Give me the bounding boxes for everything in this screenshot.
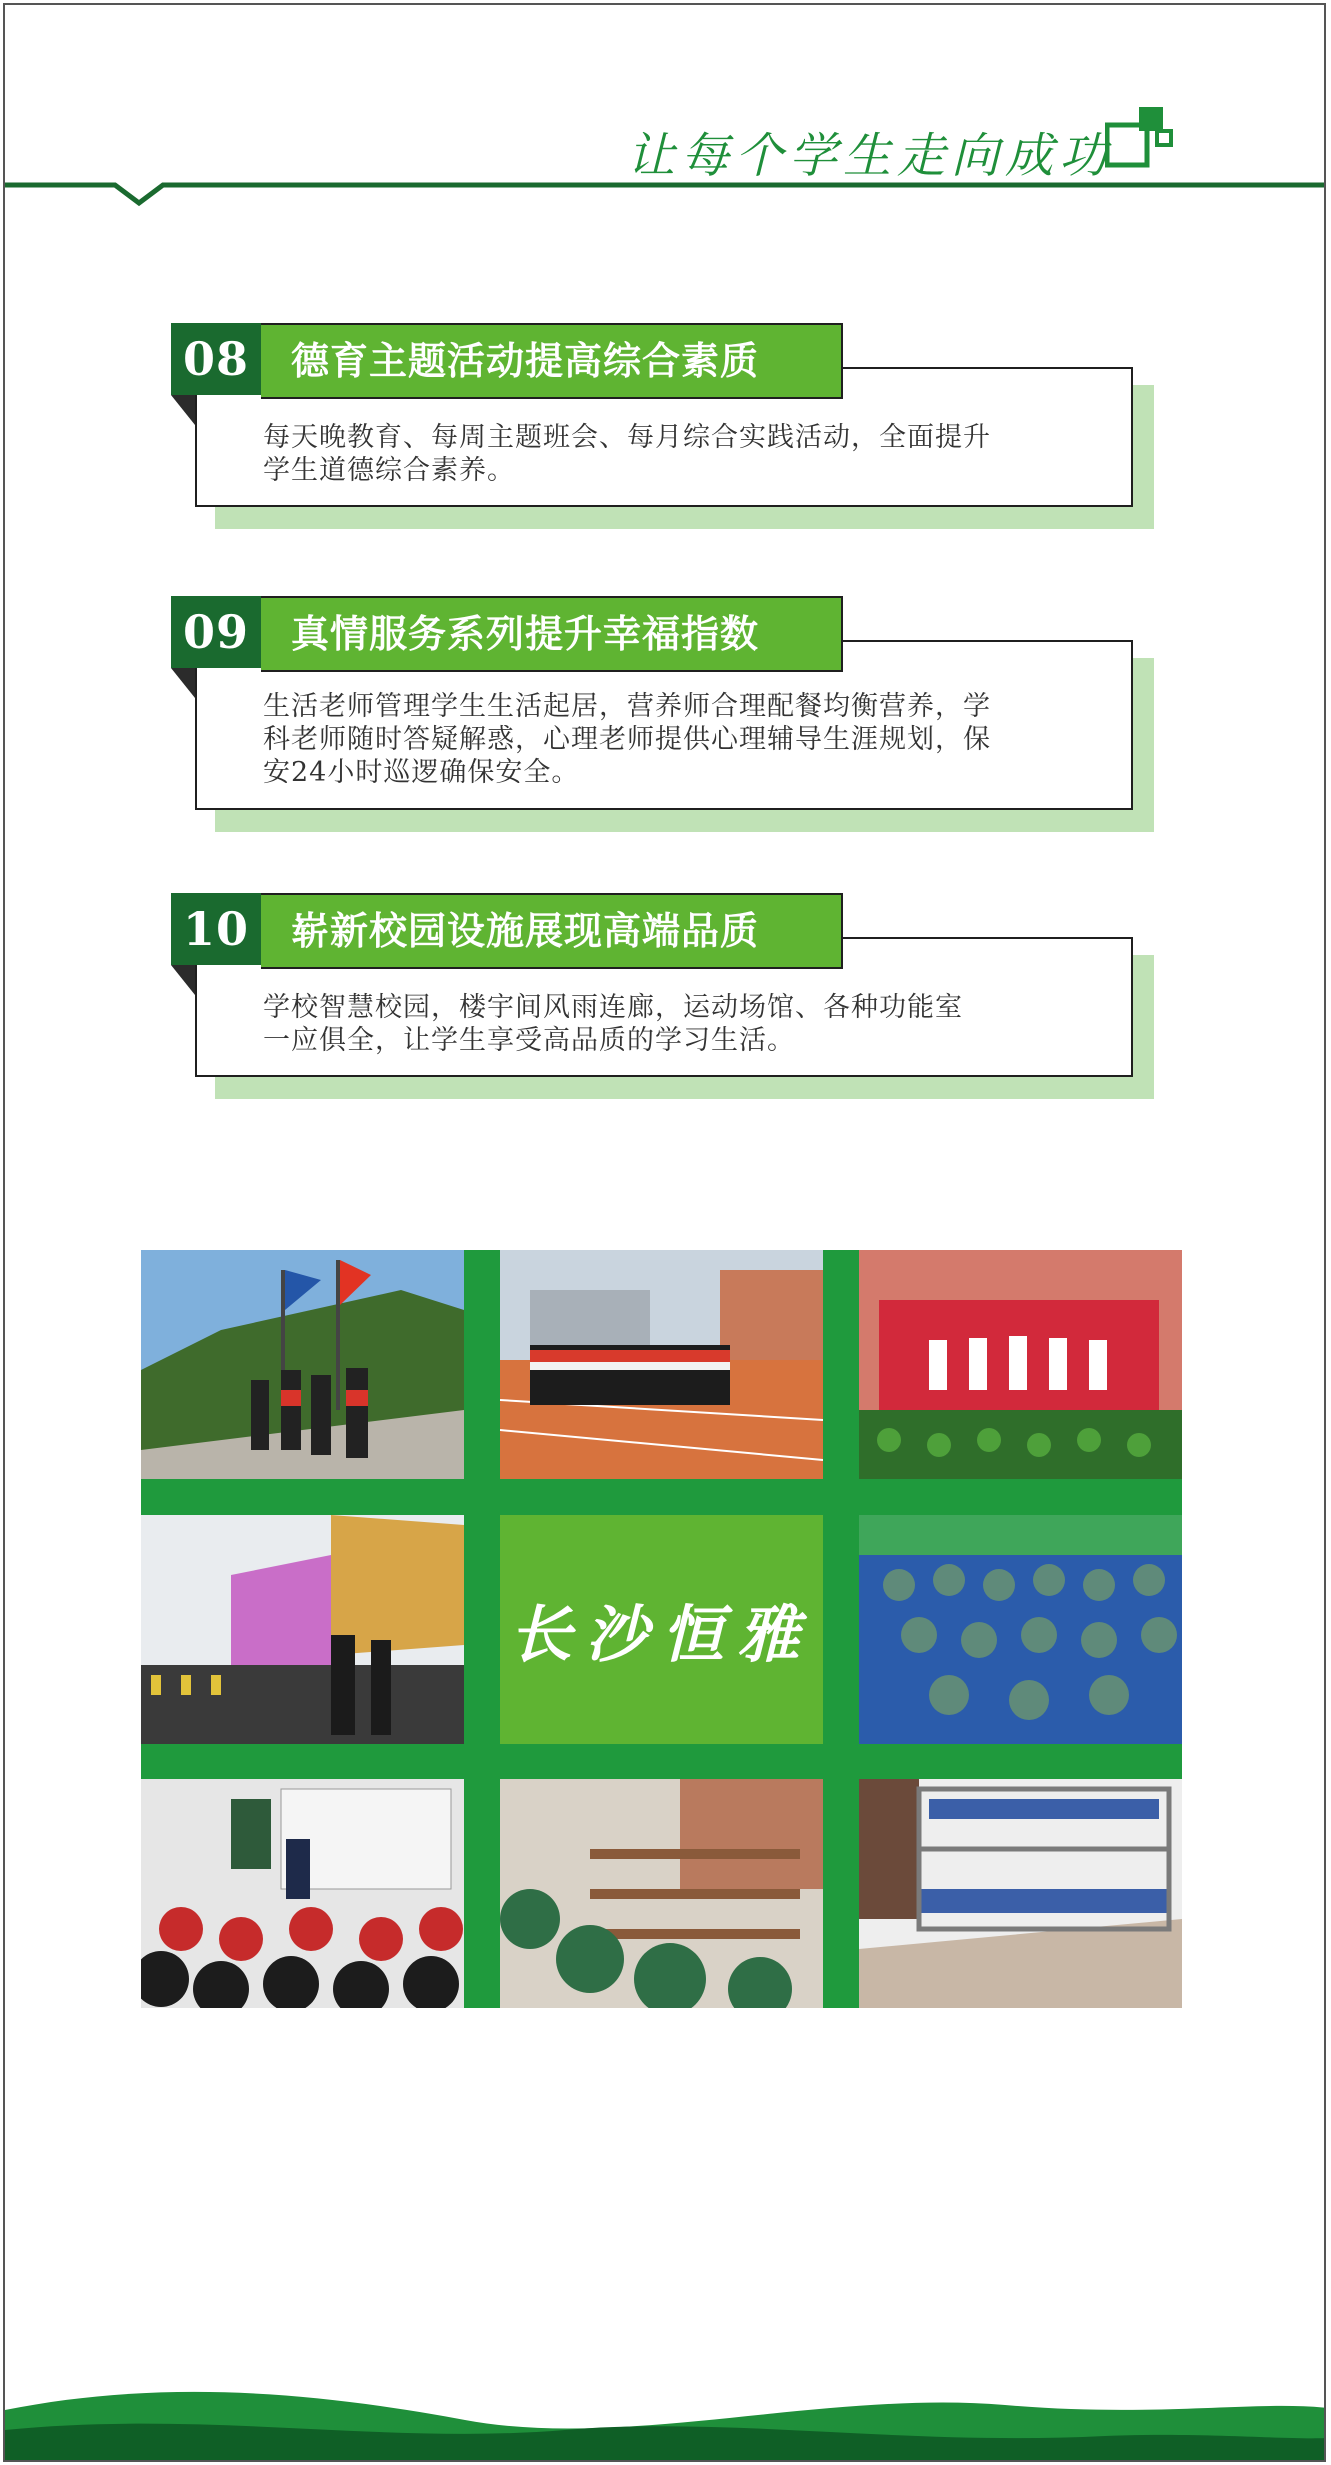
description-line: 学生道德综合素养。 xyxy=(263,455,515,486)
stage-ceremony-photo xyxy=(859,1250,1182,1479)
description-line: 安24小时巡逻确保安全。 xyxy=(263,757,580,788)
squares-logo-icon xyxy=(1105,103,1175,175)
page-frame xyxy=(3,3,1326,2462)
dormitory-bunk-beds-photo xyxy=(859,1779,1182,2008)
feature-number: 08 xyxy=(171,323,261,395)
card-fold xyxy=(171,395,195,425)
feature-number: 09 xyxy=(171,596,261,668)
photo-grid xyxy=(141,1250,1182,2008)
feature-title: 崭新校园设施展现高端品质 xyxy=(261,893,843,969)
feature-title: 真情服务系列提升幸福指数 xyxy=(261,596,843,672)
military-training-photo xyxy=(859,1515,1182,1744)
card-fold xyxy=(171,965,195,995)
feature-card-10 xyxy=(171,893,1154,1103)
description-line: 生活老师管理学生生活起居，营养师合理配餐均衡营养，学 xyxy=(263,691,991,722)
feature-number: 10 xyxy=(171,893,261,965)
brand-tile xyxy=(500,1515,823,1744)
classroom-lecture-photo xyxy=(141,1779,464,2008)
description-line: 一应俱全，让学生享受高品质的学习生活。 xyxy=(263,1025,795,1056)
feature-description xyxy=(263,991,963,1057)
brand-name: 长沙恒雅 xyxy=(509,1598,814,1671)
decorative-hills xyxy=(5,2350,1326,2460)
library-reading-photo xyxy=(500,1779,823,2008)
feature-description xyxy=(263,690,991,789)
feature-card-08 xyxy=(171,323,1154,533)
slogan-text: 让每个学生走向成功 xyxy=(627,128,1114,184)
header-divider xyxy=(5,181,1326,211)
school-event-banner-photo xyxy=(141,1515,464,1744)
card-fold xyxy=(171,668,195,698)
feature-title: 德育主题活动提高综合素质 xyxy=(261,323,843,399)
description-line: 科老师随时答疑解惑，心理老师提供心理辅导生涯规划，保 xyxy=(263,724,991,755)
hiking-march-photo xyxy=(141,1250,464,1479)
description-line: 每天晚教育、每周主题班会、每月综合实践活动，全面提升 xyxy=(263,422,991,453)
feature-description xyxy=(263,421,991,487)
running-track-formation-photo xyxy=(500,1250,823,1479)
feature-card-09 xyxy=(171,596,1154,836)
description-line: 学校智慧校园，楼宇间风雨连廊，运动场馆、各种功能室 xyxy=(263,992,963,1023)
